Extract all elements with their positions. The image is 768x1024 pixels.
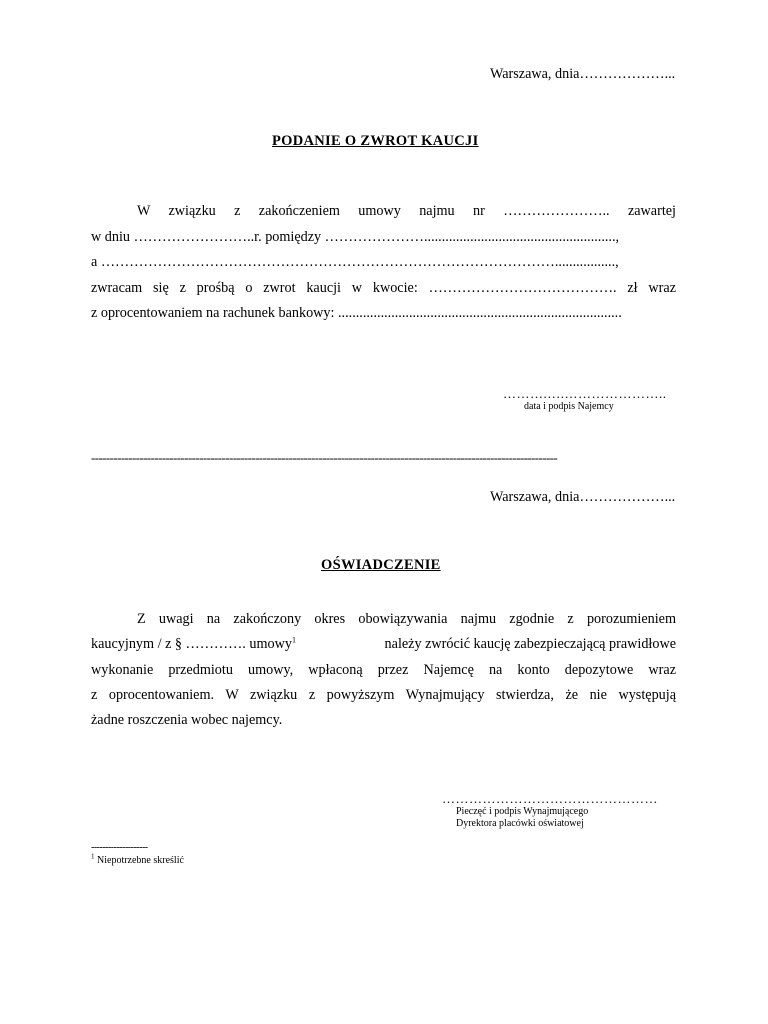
oswiadczenie-line-5: żadne roszczenia wobec najemcy. xyxy=(91,712,283,728)
signature-caption-1: Pieczęć i podpis Wynajmującego xyxy=(456,806,589,817)
date-line-1: Warszawa, dnia………………... xyxy=(490,66,676,82)
oswiadczenie-line-2 xyxy=(91,636,676,653)
podanie-line-4: zwracam się z prośbą o zwrot kaucji w kwocie: …………………………………. zł wraz xyxy=(91,280,676,296)
date-line-2: Warszawa, dnia………………... xyxy=(490,489,676,505)
oswiadczenie-line-3: wykonanie przedmiotu umowy, wpłaconą przez Najemcę na konto depozytowe wraz xyxy=(91,662,676,678)
podanie-line-1: W związku z zakończeniem umowy najmu nr ………………….. zawartej xyxy=(137,203,676,219)
oswiadczenie-line-4: z oprocentowaniem. W związku z powyższym Wynajmujący stwierdza, że nie występują xyxy=(91,687,676,703)
footnote-text: Niepotrzebne skreślić xyxy=(94,855,184,866)
podanie-line-5: z oprocentowaniem na rachunek bankowy: ................................................................................ xyxy=(91,305,622,321)
signature-dots-najemca: ……….….………………….. xyxy=(503,386,667,401)
signature-dots-wynajmujacy: ………………………………………… xyxy=(442,791,658,806)
footnote-rule: -------------------- xyxy=(91,842,148,853)
podanie-line-3: a ……………………………………………………………………………………................., xyxy=(91,254,619,270)
footnote-marker: 1 xyxy=(91,852,95,861)
signature-caption-najemca: data i podpis Najemcy xyxy=(524,401,614,412)
section-separator: ----------------------------------------------------------------------------------------------------------------------------- xyxy=(91,450,558,465)
signature-caption-2: Dyrektora placówki oświatowej xyxy=(456,818,584,829)
line2-after: należy zwrócić kaucję zabezpieczającą prawidłowe xyxy=(384,636,676,652)
podanie-line-2: w dniu ……………………..r. pomiędzy …………………......................................................, xyxy=(91,229,620,245)
line2-before: kaucyjnym / z § …………. umowy xyxy=(91,636,292,652)
footnote xyxy=(91,852,184,866)
footnote-reference: 1 xyxy=(291,635,296,645)
oswiadczenie-line-1: Z uwagi na zakończony okres obowiązywania najmu zgodnie z porozumieniem xyxy=(137,611,676,627)
oswiadczenie-line-2-part-1 xyxy=(91,636,296,653)
title-podanie: PODANIE O ZWROT KAUCJI xyxy=(272,133,479,149)
title-oswiadczenie: OŚWIADCZENIE xyxy=(321,557,441,573)
